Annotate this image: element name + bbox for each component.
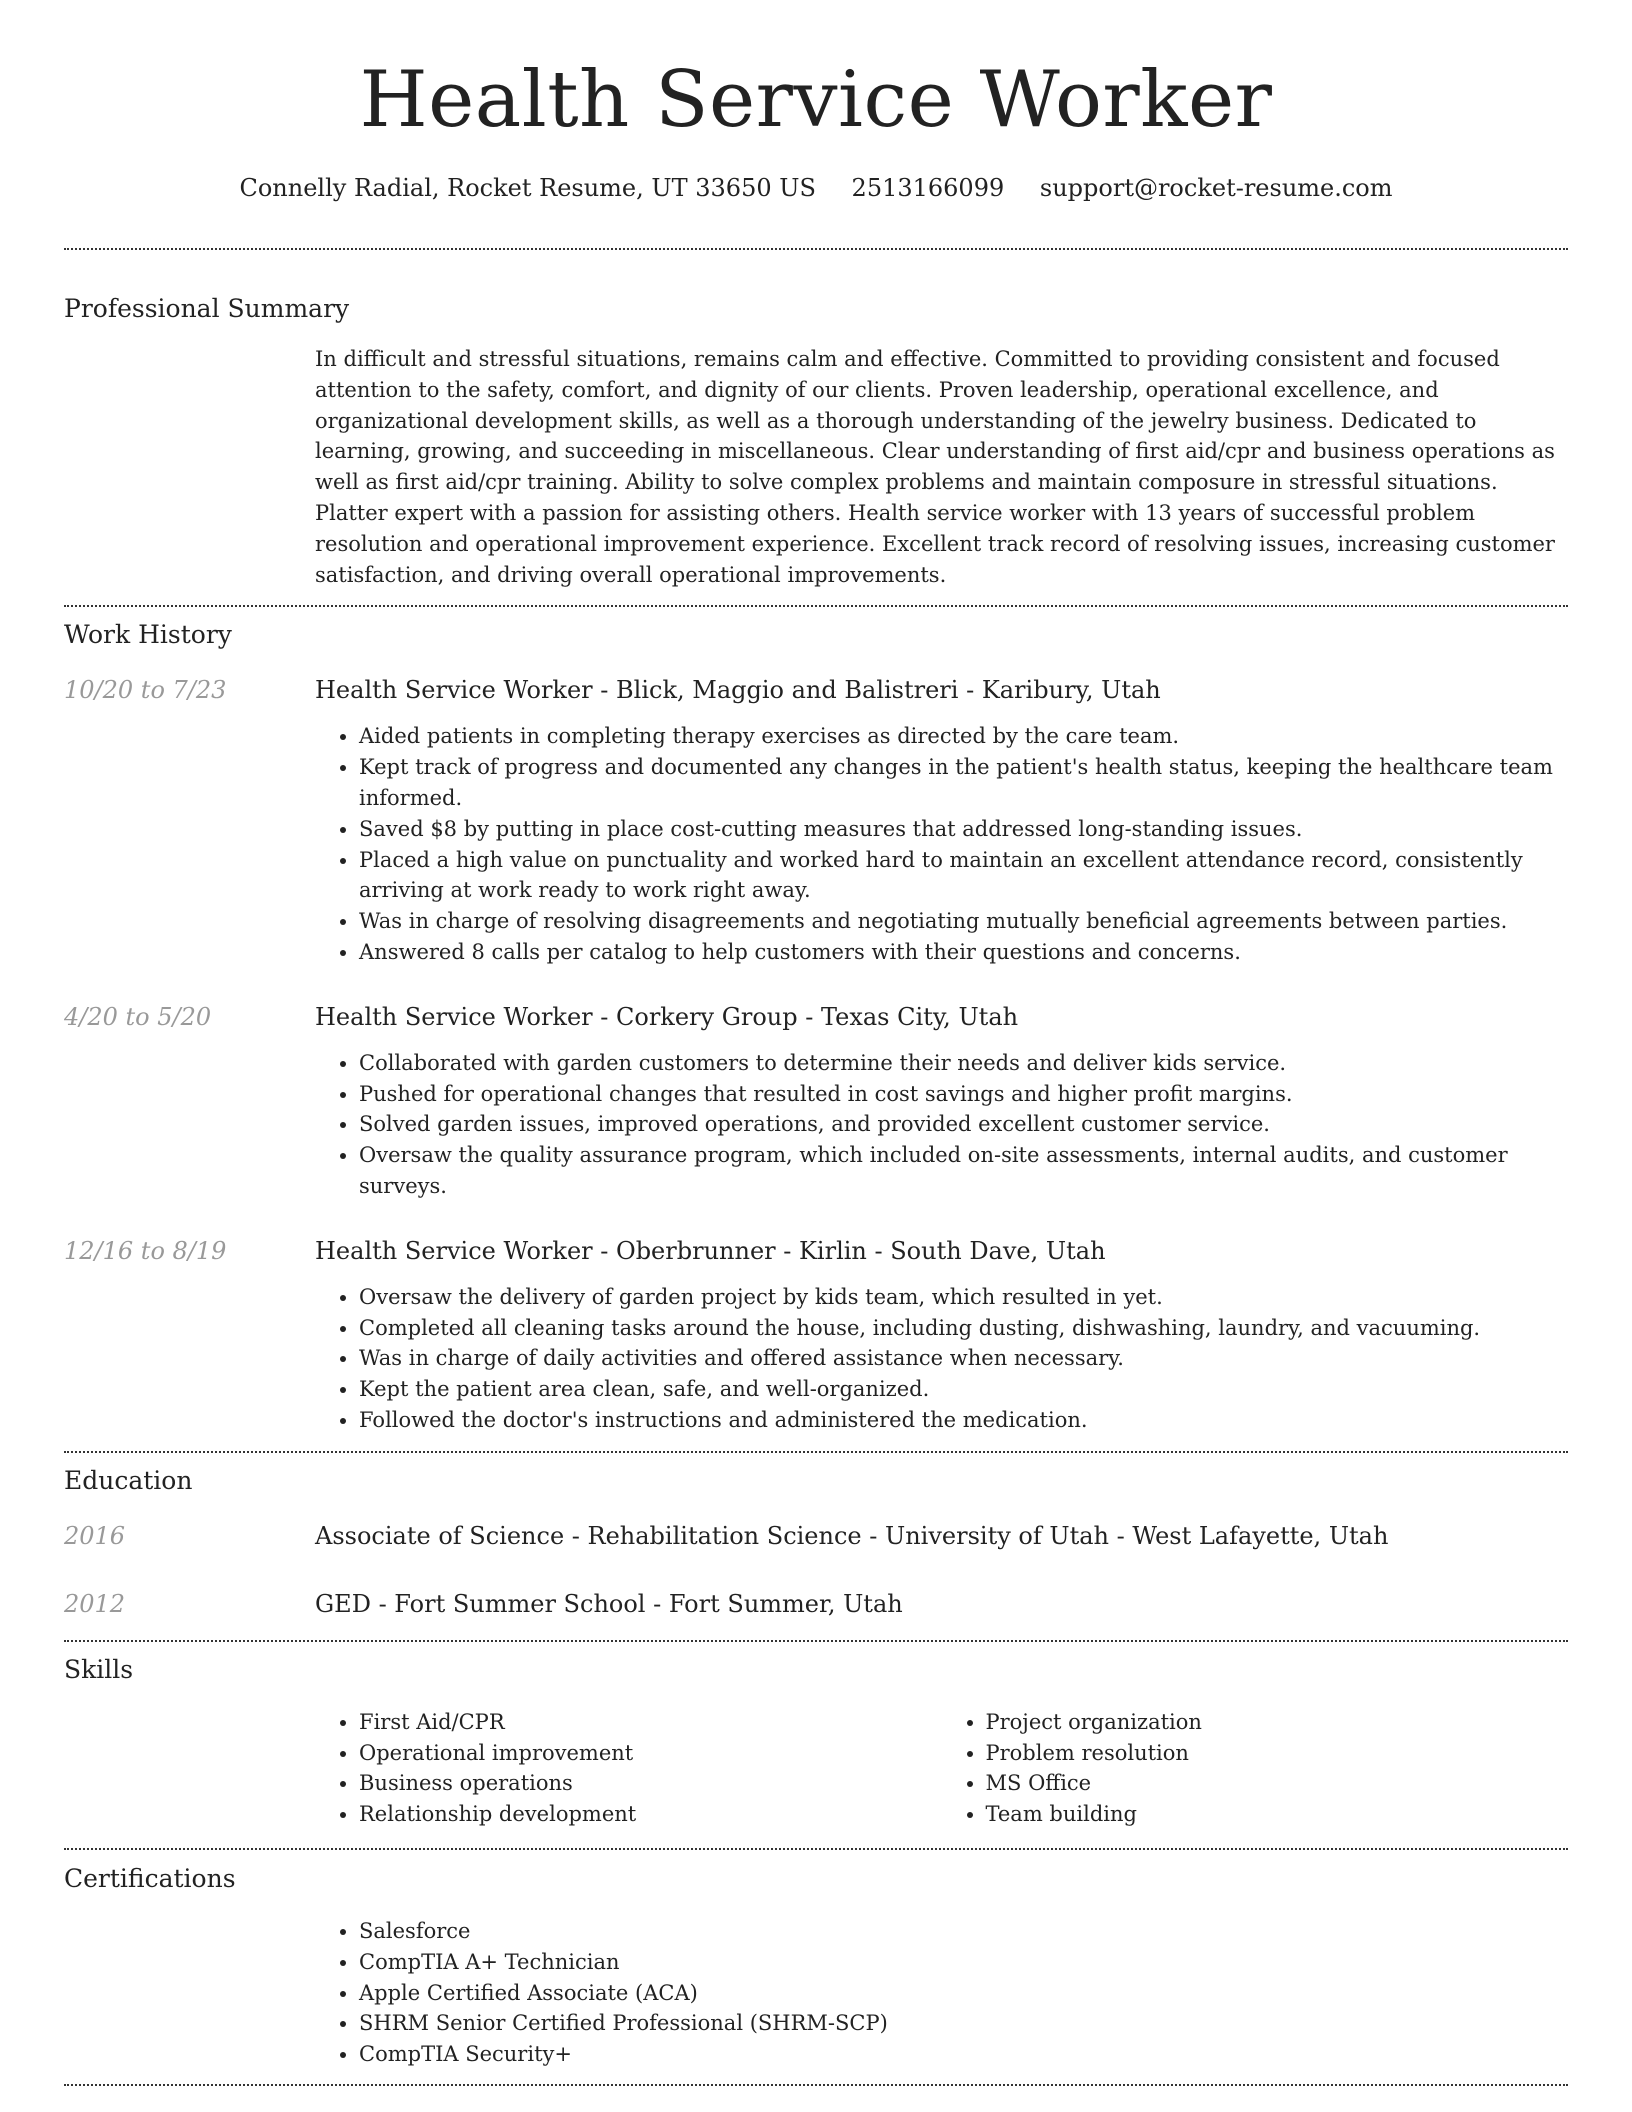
list-item: • CompTIA Security+ [359,2039,1568,2070]
education-heading: GED - Fort Summer School - Fort Summer, Utah [315,1589,903,1618]
list-item: • Completed all cleaning tasks around the house, including dusting, dishwashing, laundry, and vacuuming. [359,1313,1568,1344]
contact-email: support@rocket-resume.com [1039,174,1393,202]
list-item: • Team building [986,1799,1569,1830]
list-item: • Operational improvement [359,1738,942,1769]
skills-section [64,1653,1568,1830]
list-item: • MS Office [986,1768,1569,1799]
job-dates: 10/20 to 7/23 [64,676,227,705]
job-dates: 12/16 to 8/19 [64,1236,227,1265]
job-bullets [315,1282,1568,1436]
section-title-certifications: Certifications [64,1863,236,1893]
section-title-work-history: Work History [64,620,232,650]
education-entry [64,1520,1568,1552]
contact-line [64,172,1568,204]
job-entry [64,1235,1568,1436]
list-item: • First Aid/CPR [359,1707,942,1738]
list-item: • Collaborated with garden customers to determine their needs and deliver kids service. [359,1048,1568,1079]
certifications-section [64,1862,1568,2070]
job-bullets [315,1048,1568,1202]
list-item: • Aided patients in completing therapy exercises as directed by the care team. [359,721,1568,752]
list-item: • Solved garden issues, improved operations, and provided excellent customer service. [359,1109,1568,1140]
section-title-education: Education [64,1465,193,1495]
job-heading: Health Service Worker - Corkery Group - Texas City, Utah [315,1002,1019,1031]
section-title-skills: Skills [64,1654,134,1684]
list-item: • Oversaw the quality assurance program, which included on-site assessments, internal audits, and customer surveys. [359,1140,1568,1202]
list-item: • Problem resolution [986,1738,1569,1769]
contact-phone: 2513166099 [851,174,1005,202]
list-item: • CompTIA A+ Technician [359,1947,1568,1978]
list-item: • Was in charge of daily activities and offered assistance when necessary. [359,1343,1568,1374]
list-item: • Followed the doctor's instructions and administered the medication. [359,1405,1568,1436]
work-history-section [64,618,1568,1435]
job-bullets [315,721,1568,967]
education-year: 2012 [64,1589,126,1618]
list-item: • Kept track of progress and documented any changes in the patient's health status, keeping the healthcare team informed. [359,752,1568,814]
list-item: • Saved $8 by putting in place cost-cutting measures that addressed long-standing issues. [359,814,1568,845]
job-heading: Health Service Worker - Blick, Maggio and Balistreri - Karibury, Utah [315,676,1161,705]
list-item: • Relationship development [359,1799,942,1830]
contact-address: Connelly Radial, Rocket Resume, UT 33650 US [239,174,816,202]
divider [64,605,1568,607]
education-heading: Associate of Science - Rehabilitation Science - University of Utah - West Lafayette, Utah [315,1521,1389,1550]
skills-grid [315,1707,1568,1830]
certifications-list [315,1916,1568,2070]
summary-section [64,292,1568,590]
resume-name: Health Service Worker [359,55,1273,145]
list-item: • Project organization [986,1707,1569,1738]
list-item: • Kept the patient area clean, safe, and well-organized. [359,1374,1568,1405]
list-item: • Placed a high value on punctuality and worked hard to maintain an excellent attendance record, consistently arriving at work ready to work right away. [359,845,1568,907]
education-entry [64,1588,1568,1620]
list-item: • Pushed for operational changes that resulted in cost savings and higher profit margins. [359,1079,1568,1110]
list-item: • Was in charge of resolving disagreements and negotiating mutually beneficial agreements between parties. [359,906,1568,937]
divider [64,1848,1568,1850]
job-heading: Health Service Worker - Oberbrunner - Kirlin - South Dave, Utah [315,1236,1106,1265]
job-entry [64,1001,1568,1202]
divider [64,248,1568,250]
section-title-summary: Professional Summary [64,294,350,323]
list-item: • SHRM Senior Certified Professional (SHRM-SCP) [359,2008,1568,2039]
list-item: • Business operations [359,1768,942,1799]
skills-list-left [315,1707,942,1830]
summary-text: In difficult and stressful situations, remains calm and effective. Committed to providing consistent and focused attention to the safety, comfort, and dignity of our clients. Proven leadership, operational excellence, and organizational development skills, as well as a thorough understanding of the jewelry business. Dedicated to learning, growing, and succeeding in miscellaneous. Clear understanding of first aid/cpr and business operations as well as first aid/cpr training. Ability to solve complex problems and maintain composure in stressful situations. Platter expert with a passion for assisting others. Health service worker with 13 years of successful problem resolution and operational improvement experience. Excellent track record of resolving issues, increasing customer satisfaction, and driving overall operational improvements. [315,347,1555,587]
list-item: • Answered 8 calls per catalog to help customers with their questions and concerns. [359,937,1568,968]
job-dates: 4/20 to 5/20 [64,1002,212,1031]
education-year: 2016 [64,1521,126,1550]
divider [64,2084,1568,2086]
education-section [64,1464,1568,1620]
divider [64,1451,1568,1453]
divider [64,1640,1568,1642]
skills-list-right [942,1707,1569,1830]
list-item: • Apple Certified Associate (ACA) [359,1978,1568,2009]
list-item: • Oversaw the delivery of garden project by kids team, which resulted in yet. [359,1282,1568,1313]
list-item: • Salesforce [359,1916,1568,1947]
job-entry [64,674,1568,967]
